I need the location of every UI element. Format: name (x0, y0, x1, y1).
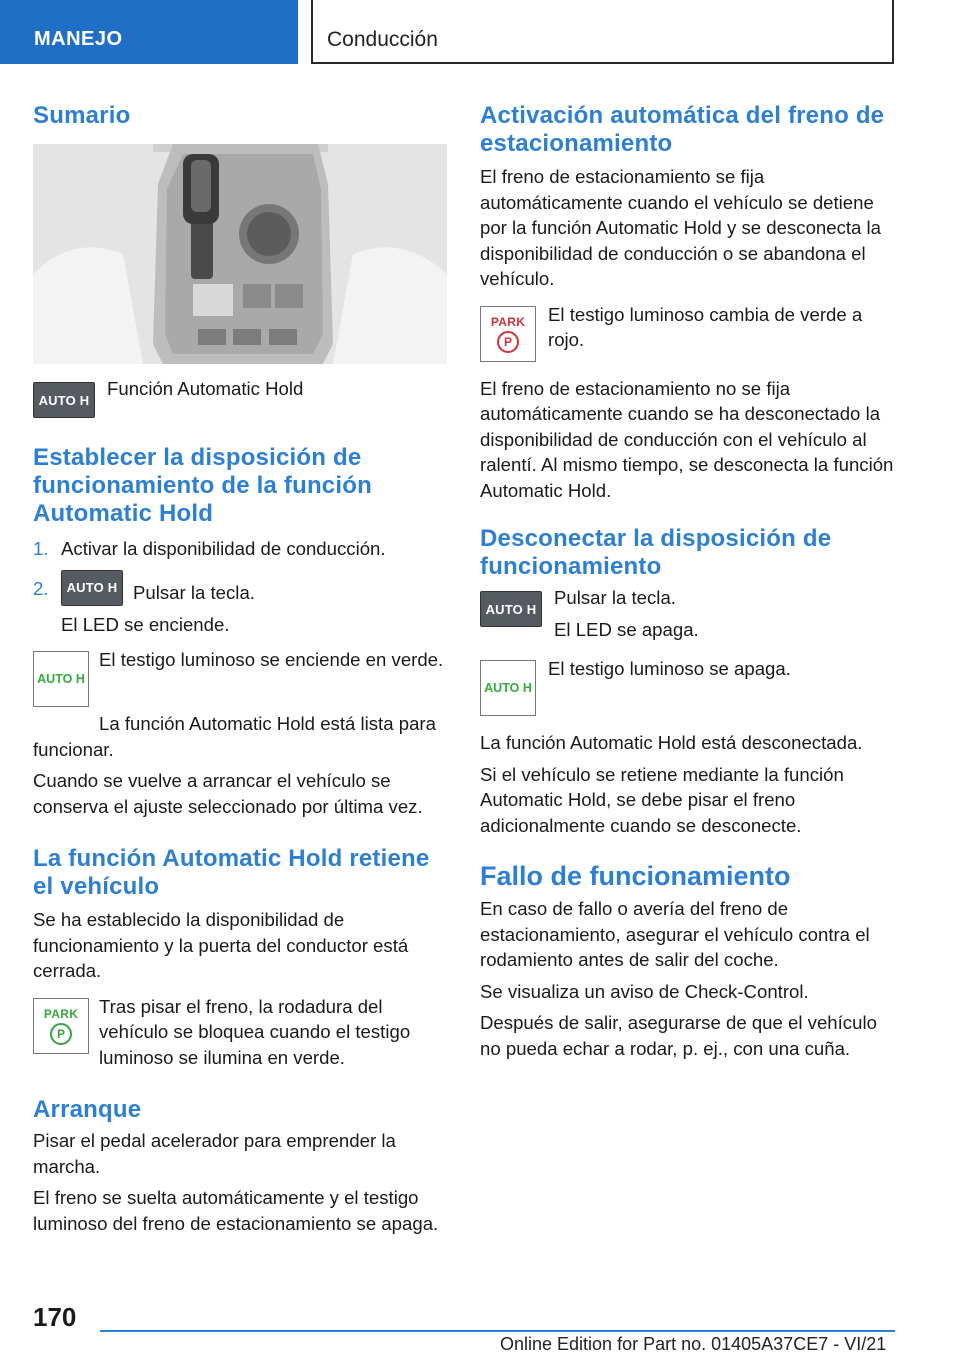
sumario-heading: Sumario (33, 102, 131, 129)
fallo-text-2: Se visualiza un aviso de Check-Control. (480, 980, 809, 1002)
auto-h-button-icon: AUTO H (480, 591, 542, 627)
step-number: 2. (33, 577, 49, 599)
footer-divider (100, 1330, 895, 1332)
page-number: 170 (33, 1302, 77, 1332)
chapter-tab (311, 0, 894, 64)
activacion-heading: Activación automática del freno de estacionamiento (480, 102, 885, 157)
auto-h-indicator-icon: AUTO H (480, 660, 536, 716)
arranque-text-2: El freno se suelta automáticamente y el testigo luminoso del freno de estacionamiento se apaga. (33, 1187, 439, 1234)
chapter-label: Conducción (327, 28, 438, 51)
activacion-text-2: El freno de estacionamiento no se fija automáticamente cuando se ha desconectado la disponibilidad de conducción con el vehículo al ralentí. Al mismo tiempo, se desconecta la función Automatic Hold. (480, 377, 894, 501)
testigo-apaga-text: El testigo luminoso se apaga. (548, 658, 791, 679)
auto-hold-caption: Función Automatic Hold (107, 378, 304, 399)
establecer-heading: Establecer la disposición de funcionamiento de la función Automatic Hold (33, 444, 372, 527)
step-item-1 (33, 536, 447, 562)
step-item-2 (33, 576, 447, 638)
left-column (33, 102, 447, 1236)
fallo-heading: Fallo de funcionamiento (480, 861, 791, 891)
pulsar-text: Pulsar la tecla. (554, 587, 676, 608)
arranque-text-1: Pisar el pedal acelerador para emprender la marcha. (33, 1130, 396, 1177)
led-apaga-text: El LED se apaga. (554, 618, 699, 640)
retiene-heading: La función Automatic Hold retiene el vehículo (33, 845, 430, 900)
activacion-text-1: El freno de estacionamiento se fija automáticamente cuando el vehículo se detiene por la función Automatic Hold y se desconecta la disponibilidad de conducción o se abandona el vehículo. (480, 166, 882, 289)
park-indicator-red-icon: PARK P (480, 306, 536, 362)
retiene-desconectar-text: Si el vehículo se retiene mediante la función Automatic Hold, se debe pisar el freno adicionalmente cuando se desconecte. (480, 763, 844, 836)
testigo-verde-text: El testigo luminoso se enciende en verde. (99, 649, 444, 670)
steps-list (33, 536, 447, 637)
section-tab (0, 0, 298, 64)
fallo-text-1: En caso de fallo o avería del freno de estacionamiento, asegurar el vehículo contra el rodamiento antes de salir del coche. (480, 898, 870, 970)
section-label: MANEJO (34, 28, 123, 50)
center-console-photo (33, 144, 447, 364)
step-text: Activar la disponibilidad de conducción. (61, 538, 386, 559)
auto-h-button-icon: AUTO H (61, 570, 123, 606)
desconectar-heading: Desconectar la disposición de funcionamiento (480, 525, 832, 580)
park-text: Tras pisar el freno, la rodadura del vehículo se bloquea cuando el testigo luminoso se ilumina en verde. (99, 995, 411, 1068)
right-column (480, 102, 898, 1061)
auto-h-indicator-icon: AUTO H (33, 651, 89, 707)
fallo-text-3: Después de salir, asegurarse de que el vehículo no pueda echar a rodar, p. ej., con una cuña. (480, 1012, 877, 1059)
edition-text: Online Edition for Part no. 01405A37CE7 - VI/21 (500, 1334, 887, 1354)
lista-text: La función Automatic Hold está lista para funcionar. (33, 713, 436, 760)
arranque-heading: Arranque (33, 1096, 142, 1123)
step-text: Pulsar la tecla. (133, 582, 255, 603)
led-text: El LED se enciende. (61, 613, 230, 635)
park-indicator-green-icon: PARK P (33, 998, 89, 1054)
desconectada-text: La función Automatic Hold está desconectada. (480, 732, 863, 753)
park-caption: El testigo luminoso cambia de verde a rojo. (548, 303, 863, 350)
retiene-text: Se ha establecido la disponibilidad de funcionamiento y la puerta del conductor está cerrada. (33, 909, 409, 981)
auto-h-button-icon: AUTO H (33, 382, 95, 418)
console-illustration (33, 144, 447, 364)
ajuste-text: Cuando se vuelve a arrancar el vehículo se conserva el ajuste seleccionado por última vez. (33, 770, 423, 817)
step-number: 1. (33, 538, 49, 559)
